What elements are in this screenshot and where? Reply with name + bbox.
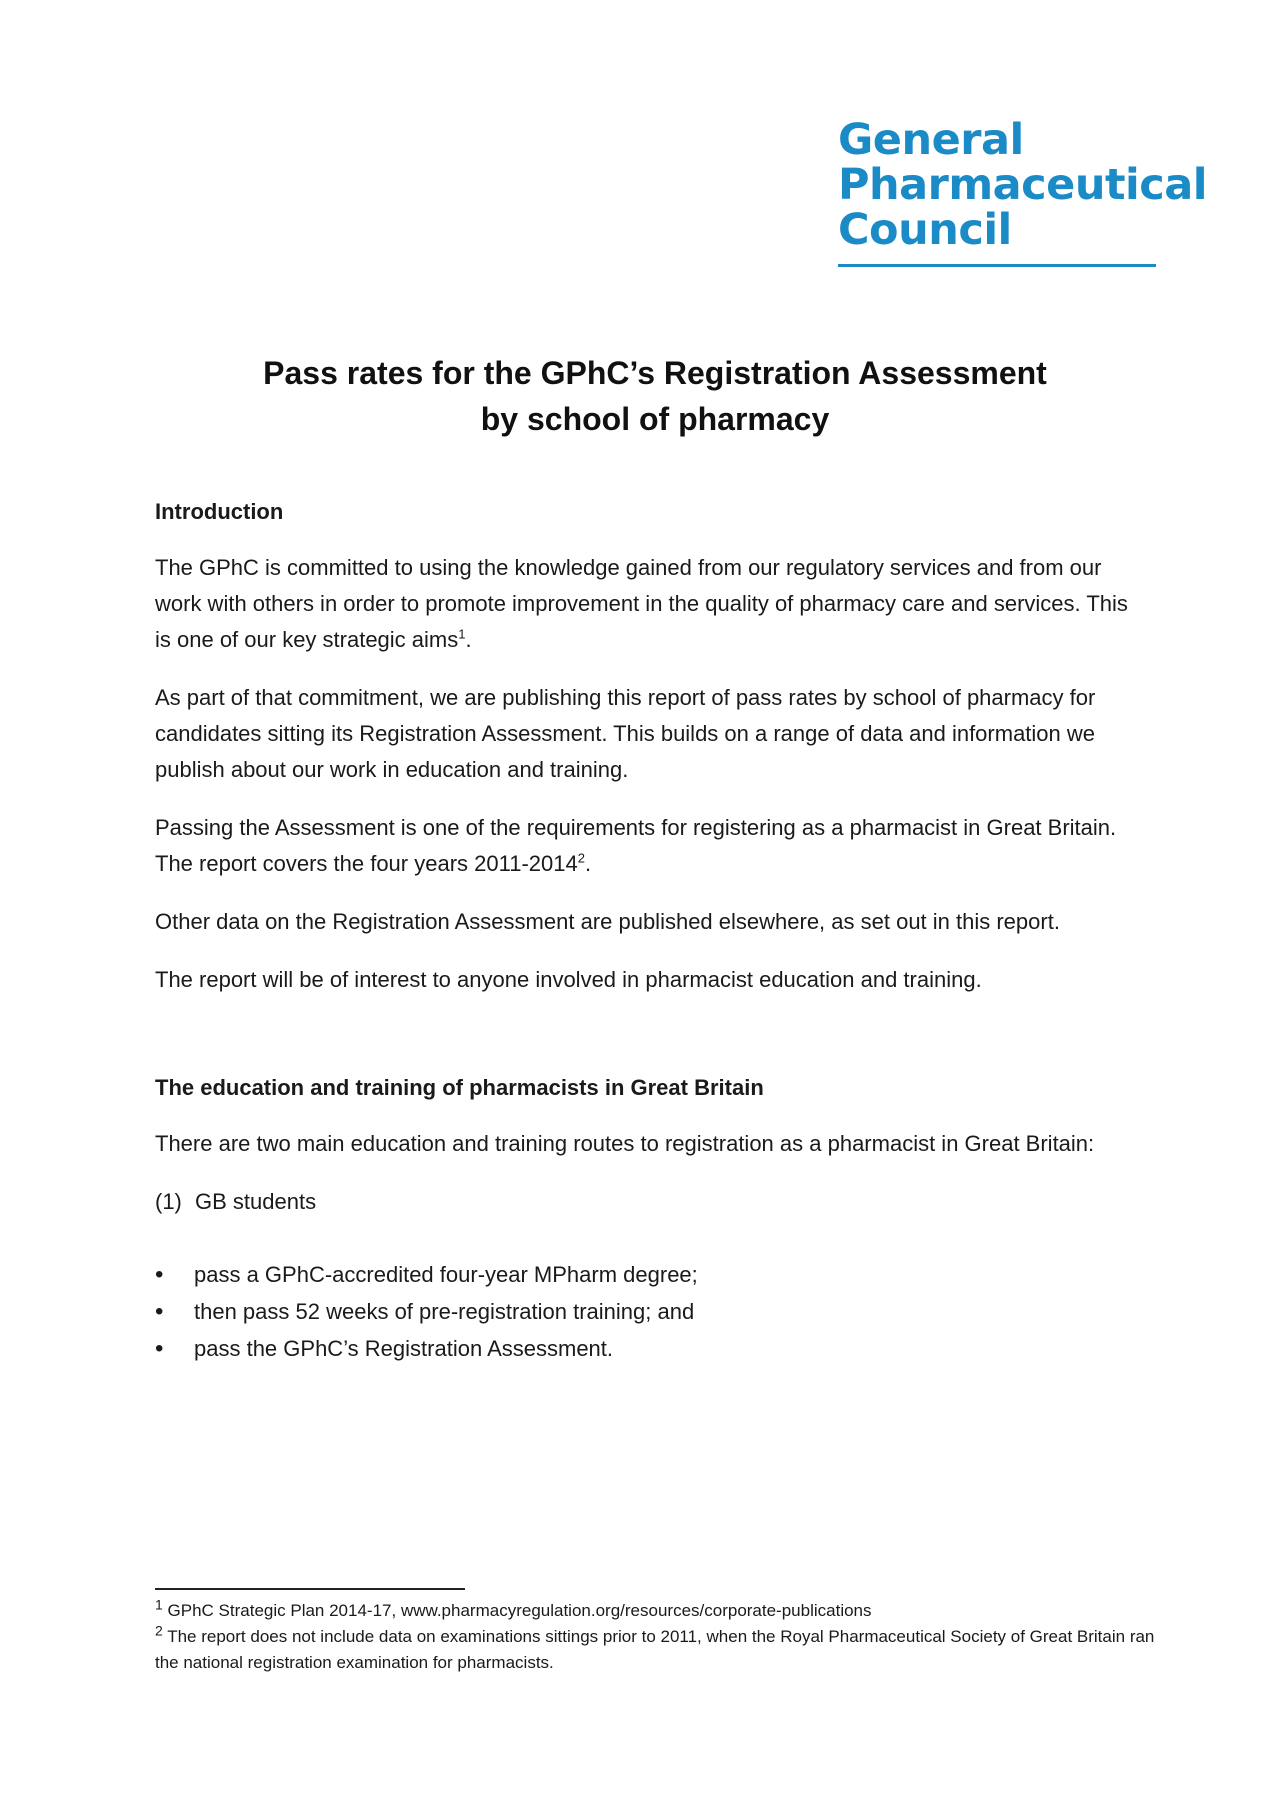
- route-number: (1): [155, 1189, 182, 1214]
- intro-paragraph-5: The report will be of interest to anyone involved in pharmacist education and training.: [155, 967, 982, 992]
- document-body: [155, 494, 1145, 1367]
- footnote-1: [155, 1598, 1155, 1624]
- list-item: • then pass 52 weeks of pre-registration training; and: [155, 1293, 1145, 1330]
- footnote-ref-2: 2: [577, 850, 585, 866]
- list-item: • pass the GPhC’s Registration Assessment.: [155, 1330, 1145, 1367]
- footnote-ref-1: 1: [458, 626, 466, 642]
- route-item-1: [155, 1184, 1145, 1220]
- page-title-line-2: by school of pharmacy: [480, 401, 830, 437]
- footnote-separator: [155, 1588, 465, 1590]
- gphc-logo: [838, 115, 1207, 255]
- footnote-1-text: GPhC Strategic Plan 2014-17, www.pharmacyregulation.org/resources/corporate-publications: [167, 1601, 872, 1620]
- education-heading: The education and training of pharmacists in Great Britain: [155, 1075, 764, 1100]
- requirements-list: [155, 1256, 1145, 1367]
- intro-paragraph-4: Other data on the Registration Assessment are published elsewhere, as set out in this report.: [155, 909, 1060, 934]
- introduction-heading: Introduction: [155, 499, 284, 524]
- intro-paragraph-1-text: The GPhC is committed to using the knowledge gained from our regulatory services and from our work with others in order to promote improvement in the quality of pharmacy care and services. This is one of our key strategic aims: [155, 555, 1128, 652]
- list-item: • pass a GPhC-accredited four-year MPharm degree;: [155, 1256, 1145, 1293]
- footnotes: [155, 1598, 1155, 1676]
- page-title-line-1: Pass rates for the GPhC’s Registration Assessment: [263, 355, 1047, 391]
- logo-line-1: General: [838, 115, 1024, 165]
- intro-paragraph-3: [155, 810, 1145, 882]
- footnote-2: [155, 1624, 1155, 1676]
- footnote-1-ref: 1: [155, 1596, 163, 1613]
- intro-paragraph-1: [155, 550, 1145, 658]
- page-title: [0, 350, 1280, 442]
- route-label: GB students: [195, 1189, 317, 1214]
- intro-paragraph-1-end: .: [465, 627, 472, 652]
- intro-paragraph-3-end: .: [584, 851, 592, 876]
- logo-underline: [838, 264, 1156, 267]
- intro-paragraph-3-text: Passing the Assessment is one of the requirements for registering as a pharmacist in Great Britain. The report covers the four years 2011-2014: [155, 815, 1117, 876]
- logo-line-3: Council: [838, 205, 1012, 255]
- footnote-2-ref: 2: [155, 1622, 163, 1639]
- footnote-2-text: The report does not include data on examinations sittings prior to 2011, when the Royal Pharmaceutical Society of Great Britain ran the national registration examination for pharmacists.: [155, 1627, 1155, 1672]
- education-paragraph-1: There are two main education and training routes to registration as a pharmacist in Great Britain:: [155, 1131, 1095, 1156]
- intro-paragraph-2: As part of that commitment, we are publishing this report of pass rates by school of pharmacy for candidates sitting its Registration Assessment. This builds on a range of data and information we publish about our work in education and training.: [155, 685, 1096, 782]
- logo-line-2: Pharmaceutical: [838, 160, 1207, 210]
